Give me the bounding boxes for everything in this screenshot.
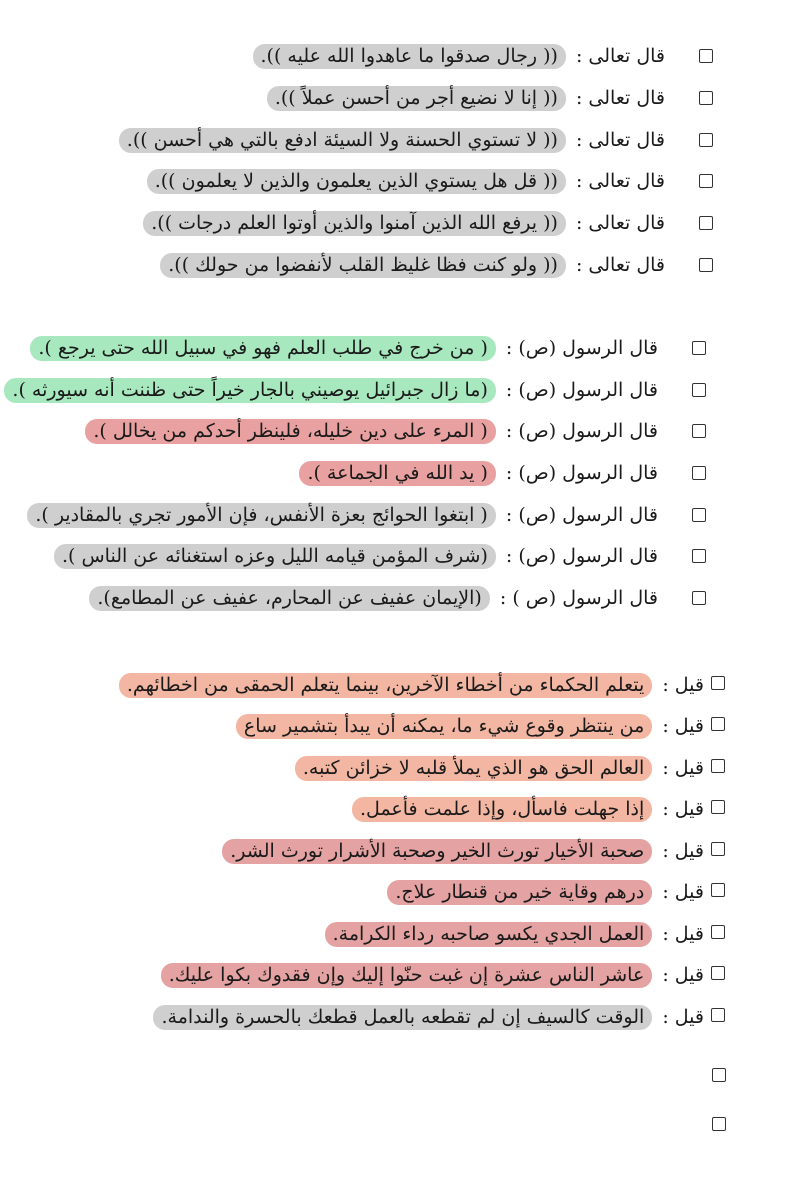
checkbox-saying-6[interactable]	[711, 883, 725, 897]
checkbox-hadith-3[interactable]	[692, 424, 706, 438]
checkbox-quran-2[interactable]	[699, 91, 713, 105]
line-prefix: قال الرسول (ص) :	[505, 420, 658, 442]
quran-line-6	[160, 252, 665, 278]
highlighted-hadith: ( يد الله في الجماعة ).	[299, 461, 495, 486]
checkbox-empty-2[interactable]	[712, 1117, 726, 1131]
line-prefix: قال الرسول (ص) :	[505, 462, 658, 484]
checkbox-saying-2[interactable]	[711, 717, 725, 731]
saying-line-7	[325, 921, 704, 947]
highlighted-saying: عاشر الناس عشرة إن غبت حنّوا إليك وإن فقدوك بكوا عليك.	[161, 963, 653, 988]
highlighted-hadith: (الإيمان عفيف عن المحارم، عفيف عن المطامع).	[89, 586, 489, 611]
highlighted-hadith: (شرف المؤمن قيامه الليل وعزه استغنائه عن الناس ).	[54, 544, 496, 569]
checkbox-hadith-1[interactable]	[692, 341, 706, 355]
quran-line-2	[267, 85, 665, 111]
saying-line-8	[161, 962, 704, 988]
highlighted-hadith: ( ابتغوا الحوائج بعزة الأنفس، فإن الأمور تجري بالمقادير ).	[27, 503, 496, 528]
highlighted-verse: (( قل هل يستوي الذين يعلمون والذين لا يعلمون )).	[147, 169, 566, 194]
hadith-line-3	[85, 418, 658, 444]
checkbox-saying-4[interactable]	[711, 800, 725, 814]
highlighted-verse: (( رجال صدقوا ما عاهدوا الله عليه )).	[253, 44, 566, 69]
hadith-line-6	[54, 543, 658, 569]
highlighted-saying: العمل الجدي يكسو صاحبه رداء الكرامة.	[325, 922, 653, 947]
checkbox-quran-3[interactable]	[699, 133, 713, 147]
line-prefix: قال تعالى :	[575, 254, 665, 276]
saying-line-5	[222, 838, 704, 864]
checkbox-hadith-2[interactable]	[692, 383, 706, 397]
highlighted-saying: العالم الحق هو الذي يملأ قلبه لا خزائن كتبه.	[295, 756, 652, 781]
checkbox-saying-9[interactable]	[711, 1008, 725, 1022]
line-prefix: قال تعالى :	[575, 170, 665, 192]
line-prefix: قيل :	[662, 674, 704, 696]
checkbox-quran-6[interactable]	[699, 258, 713, 272]
checkbox-hadith-4[interactable]	[692, 466, 706, 480]
highlighted-saying: صحبة الأخيار تورث الخير وصحبة الأشرار تورث الشر.	[222, 839, 652, 864]
saying-line-9	[153, 1004, 704, 1030]
line-prefix: قيل :	[662, 840, 704, 862]
line-prefix: قال الرسول (ص) :	[505, 337, 658, 359]
line-prefix: قال الرسول (ص ) :	[499, 587, 658, 609]
quran-line-3	[119, 127, 665, 153]
highlighted-verse: (( ولو كنت فظا غليظ القلب لأنفضوا من حولك )).	[160, 253, 566, 278]
highlighted-hadith: ( المرء على دين خليله، فلينظر أحدكم من يخالل ).	[85, 419, 496, 444]
highlighted-saying: يتعلم الحكماء من أخطاء الآخرين، بينما يتعلم الحمقى من اخطائهم.	[119, 673, 652, 698]
saying-line-6	[387, 879, 704, 905]
highlighted-verse: (( إنا لا نضيع أجر من أحسن عملاً )).	[267, 86, 566, 111]
hadith-line-5	[27, 502, 658, 528]
line-prefix: قال الرسول (ص) :	[505, 504, 658, 526]
line-prefix: قال تعالى :	[575, 129, 665, 151]
quran-line-4	[147, 168, 665, 194]
hadith-line-1	[30, 335, 658, 361]
line-prefix: قال تعالى :	[575, 45, 665, 67]
line-prefix: قيل :	[662, 715, 704, 737]
line-prefix: قال الرسول (ص) :	[505, 545, 658, 567]
highlighted-saying: درهم وقاية خير من قنطار علاج.	[387, 880, 652, 905]
checkbox-hadith-6[interactable]	[692, 549, 706, 563]
highlighted-saying: الوقت كالسيف إن لم تقطعه بالعمل قطعك بالحسرة والندامة.	[153, 1005, 652, 1030]
checkbox-hadith-7[interactable]	[692, 591, 706, 605]
line-prefix: قال الرسول (ص) :	[505, 379, 658, 401]
saying-line-1	[119, 672, 704, 698]
highlighted-verse: (( لا تستوي الحسنة ولا السيئة ادفع بالتي هي أحسن )).	[119, 128, 566, 153]
highlighted-hadith: ( من خرج في طلب العلم فهو في سبيل الله حتى يرجع ).	[30, 336, 495, 361]
checkbox-quran-5[interactable]	[699, 216, 713, 230]
highlighted-verse: (( يرفع الله الذين آمنوا والذين أوتوا العلم درجات )).	[143, 211, 566, 236]
hadith-line-7	[89, 585, 658, 611]
checkbox-saying-8[interactable]	[711, 966, 725, 980]
checkbox-hadith-5[interactable]	[692, 508, 706, 522]
hadith-line-4	[299, 460, 658, 486]
quran-line-1	[253, 43, 665, 69]
highlighted-hadith: (ما زال جبرائيل يوصيني بالجار خيراً حتى ظننت أنه سيورثه ).	[4, 378, 495, 403]
checkbox-quran-1[interactable]	[699, 49, 713, 63]
line-prefix: قيل :	[662, 881, 704, 903]
line-prefix: قيل :	[662, 757, 704, 779]
saying-line-4	[352, 796, 704, 822]
highlighted-saying: إذا جهلت فاسأل، وإذا علمت فأعمل.	[352, 797, 652, 822]
checkbox-saying-1[interactable]	[711, 676, 725, 690]
line-prefix: قيل :	[662, 923, 704, 945]
line-prefix: قال تعالى :	[575, 212, 665, 234]
checkbox-empty-1[interactable]	[712, 1068, 726, 1082]
quran-line-5	[143, 210, 665, 236]
checkbox-saying-5[interactable]	[711, 842, 725, 856]
checkbox-quran-4[interactable]	[699, 174, 713, 188]
saying-line-3	[295, 755, 704, 781]
line-prefix: قيل :	[662, 1006, 704, 1028]
line-prefix: قال تعالى :	[575, 87, 665, 109]
saying-line-2	[236, 713, 704, 739]
checkbox-saying-3[interactable]	[711, 759, 725, 773]
hadith-line-2	[4, 377, 658, 403]
line-prefix: قيل :	[662, 798, 704, 820]
highlighted-saying: من ينتظر وقوع شيء ما، يمكنه أن يبدأ بتشمير ساع	[236, 714, 652, 739]
line-prefix: قيل :	[662, 964, 704, 986]
checkbox-saying-7[interactable]	[711, 925, 725, 939]
